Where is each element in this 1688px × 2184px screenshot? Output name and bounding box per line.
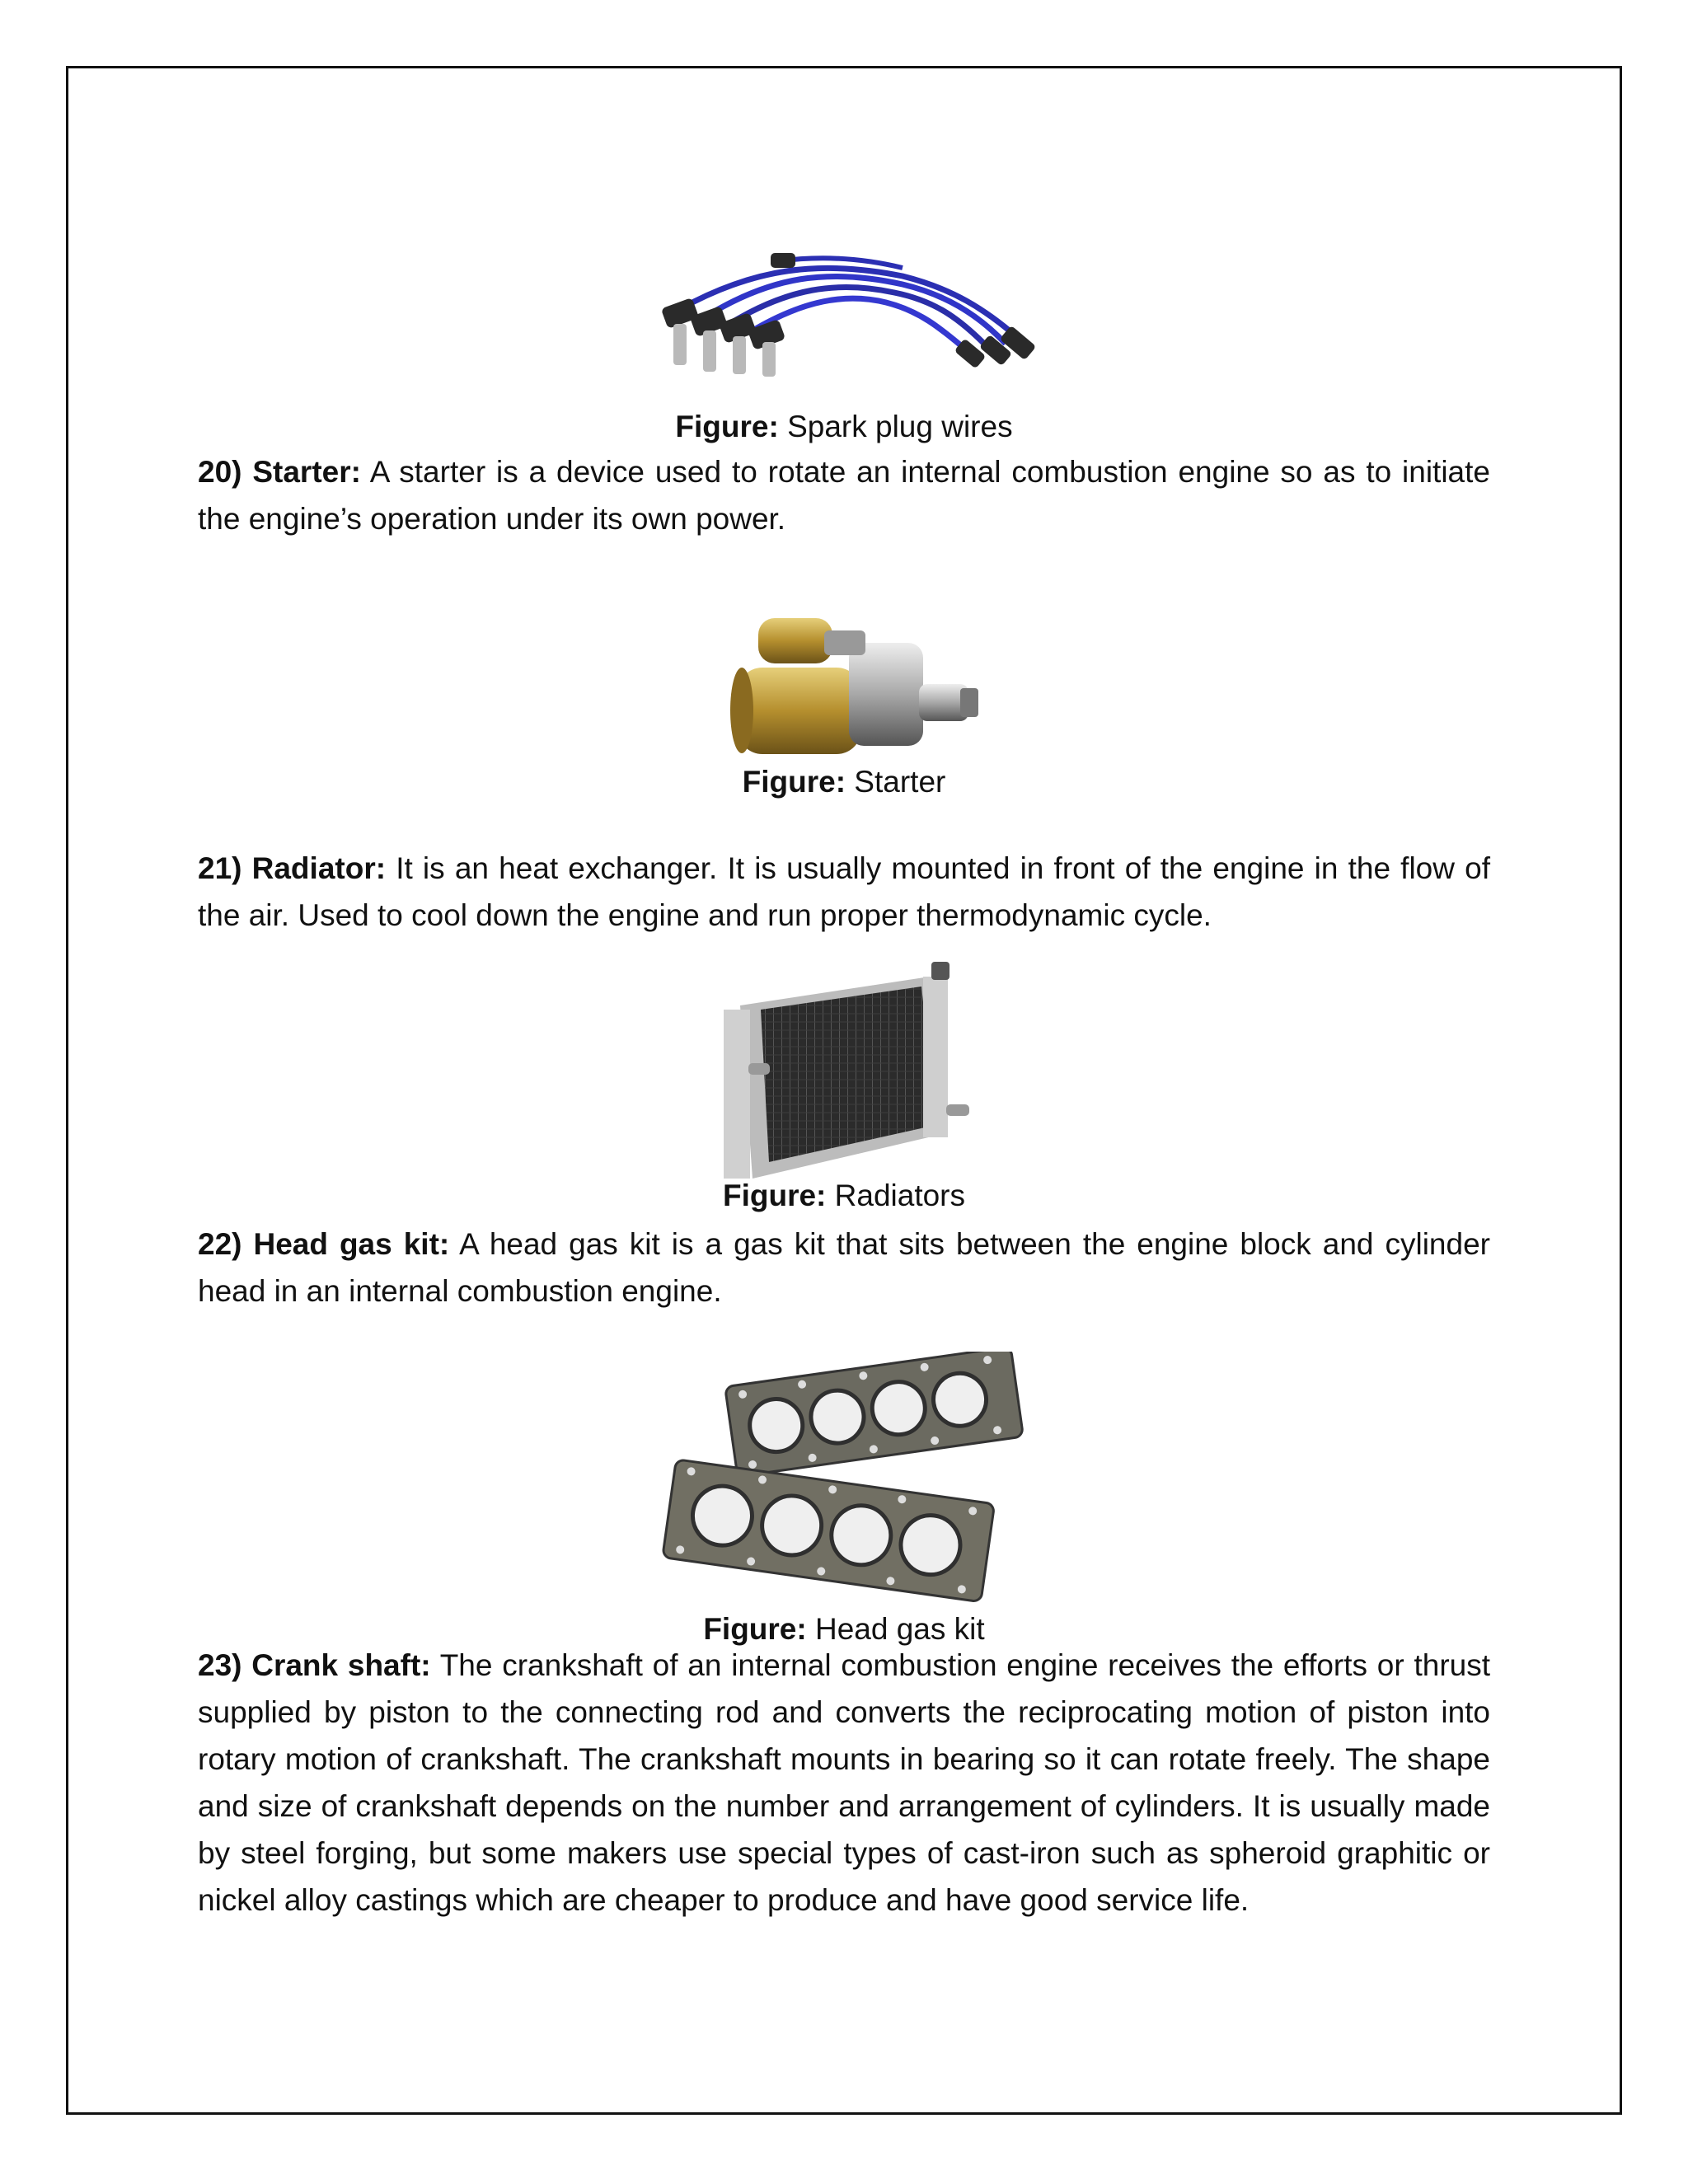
figure-title: Spark plug wires [778, 410, 1013, 443]
figure-caption-radiators [0, 1178, 1688, 1214]
figure-title: Radiators [826, 1179, 966, 1212]
section-starter [198, 448, 1490, 542]
head-gas-kit-image [655, 1352, 1039, 1607]
section-heading: 20) Starter: [198, 455, 361, 489]
section-head-gas-kit [198, 1221, 1490, 1315]
figure-label: Figure: [742, 765, 846, 799]
starter-image [725, 610, 981, 762]
radiator-image [715, 960, 979, 1183]
figure-caption-starter [0, 764, 1688, 800]
spark-plug-wires-image [655, 251, 1043, 383]
section-crank-shaft [198, 1642, 1490, 1924]
figure-title: Head gas kit [806, 1612, 985, 1646]
figure-title: Starter [846, 765, 946, 799]
section-heading: 22) Head gas kit: [198, 1227, 450, 1261]
section-heading: 23) Crank shaft: [198, 1648, 431, 1682]
figure-label: Figure: [722, 1179, 827, 1212]
section-body: A starter is a device used to rotate an internal combustion engine so as to initiate the engine’s operation under its own power. [198, 455, 1490, 536]
section-body: A head gas kit is a gas kit that sits between the engine block and cylinder head in an internal combustion engine. [198, 1227, 1490, 1308]
section-heading: 21) Radiator: [198, 851, 387, 885]
figure-caption-spark-plug-wires [0, 409, 1688, 445]
section-radiator [198, 845, 1490, 939]
figure-label: Figure: [703, 1612, 807, 1646]
section-body: It is an heat exchanger. It is usually mounted in front of the engine in the flow of the air. Used to cool down the engine and run proper thermodynamic cycle. [198, 851, 1491, 932]
figure-label: Figure: [675, 410, 779, 443]
section-body: The crankshaft of an internal combustion engine receives the efforts or thrust supplied by piston to the connecting rod and converts the reciprocating motion of piston into rotary motion of crankshaft. The crankshaft mounts in bearing so it can rotate freely. The shape and size of crankshaft depends on the number and arrangement of cylinders. It is usually made by steel forging, but some makers use special types of cast-iron such as spheroid graphitic or nickel alloy castings which are cheaper to produce and have good service life. [198, 1648, 1490, 1917]
